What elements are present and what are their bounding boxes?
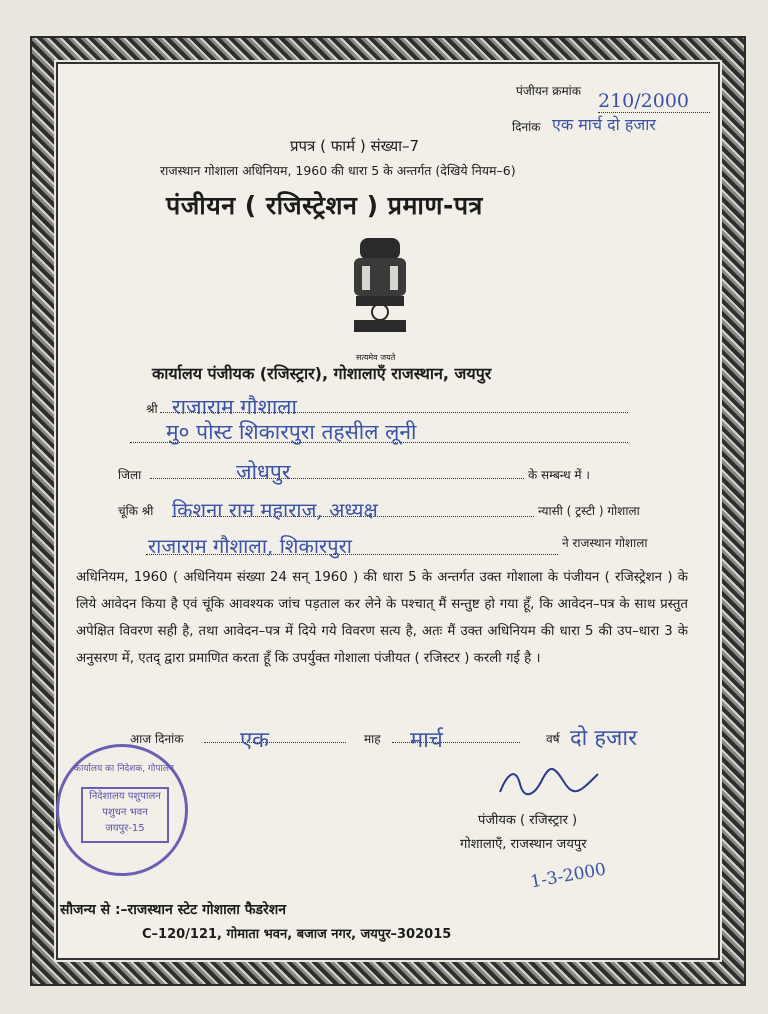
gaushala-suffix: ने राजस्थान गोशाला [562,536,648,550]
emblem-motto: सत्यमेव जयते [356,353,396,362]
registrar-department: गोशालाएँ, राजस्थान जयपुर [460,837,587,852]
district-label: जिला [118,468,142,482]
registrar-signature-icon [494,762,604,802]
since-label: चूंकि श्री [118,504,154,518]
day-value: एक [240,728,270,753]
gaushala-address: राजाराम गौशाला, शिकारपुरा [148,534,352,558]
form-number: प्रपत्र ( फार्म ) संख्या–7 [290,137,420,155]
year-label: वर्ष [546,732,560,746]
footer-courtesy: सौजन्य से :–राजस्थान स्टेट गोशाला फैडरेशन [60,902,287,918]
reg-no-label: पंजीयन क्रमांक [516,84,581,98]
page-title: पंजीयन ( रजिस्ट्रेशन ) प्रमाण-पत्र [166,191,483,220]
footer-address: C–120/121, गोमाता भवन, बजाज नगर, जयपुर–302015 [142,927,452,942]
stamp-outer-text: कार्यालय का निदेशक, गोपालन [74,764,174,774]
month-label: माह [364,732,381,746]
date-label: दिनांक [512,120,541,134]
day-label: आज दिनांक [130,732,184,746]
signature-date: 1-3-2000 [528,859,608,893]
district-line [150,478,524,479]
certification-paragraph: अधिनियम, 1960 ( अधिनियम संख्या 24 सन् 1960 ) की धारा 5 के अन्तर्गत उक्त गोशाला के पंजीयन ( रजिस्ट्रेशन ) के लिये आवेदन किया है एवं चूंकि आवश्यक जांच पड़ताल कर लेने के पश्चात् मैं सन्तुष्ट हो गया हूँ, कि आवेदन–पत्र के साथ प्रस्तुत अपेक्षित विवरण सही है, तथा आवेदन–पत्र में दिये गये विवरण सत्य है, अतः मैं उक्त अधिनियम की धारा 5 की उप–धारा 3 के अनुसरण में, एतद् द्वारा प्रमाणित करता हूँ कि उपर्युक्त गोशाला पंजीयत ( रजिस्टर ) करली गई है । [76,570,688,666]
stamp-inner-text: निदेशालय पशुपालन पशुधन भवन जयपुर-15 [81,787,169,843]
month-value: मार्च [410,728,443,753]
office-heading: कार्यालय पंजीयक (रजिस्ट्रार), गोशालाएँ राजस्थान, जयपुर [152,364,492,383]
official-seal-stamp [56,744,188,876]
act-reference: राजस्थान गोशाला अधिनियम, 1960 की धारा 5 के अन्तर्गत (देखिये नियम–6) [160,163,516,178]
registrar-title: पंजीयक ( रजिस्ट्रार ) [478,813,578,828]
district-suffix: के सम्बन्ध में । [528,468,590,482]
trustee-suffix: न्यासी ( ट्रस्टी ) गोशाला [538,504,640,518]
year-value: दो हजार [570,726,638,751]
gaushala-name: राजाराम गौशाला [172,395,297,419]
address-value: मु० पोस्ट शिकारपुरा तहसील लूनी [166,420,417,444]
date-value: एक मार्च दो हजार [552,115,656,134]
national-emblem-icon [344,232,416,348]
trustee-name: किशना राम महाराज, अध्यक्ष [172,498,378,522]
reg-no-value: 210/2000 [598,90,710,113]
shri-label: श्री [146,402,158,416]
day-line [204,742,346,743]
district-value: जोधपुर [236,460,291,484]
